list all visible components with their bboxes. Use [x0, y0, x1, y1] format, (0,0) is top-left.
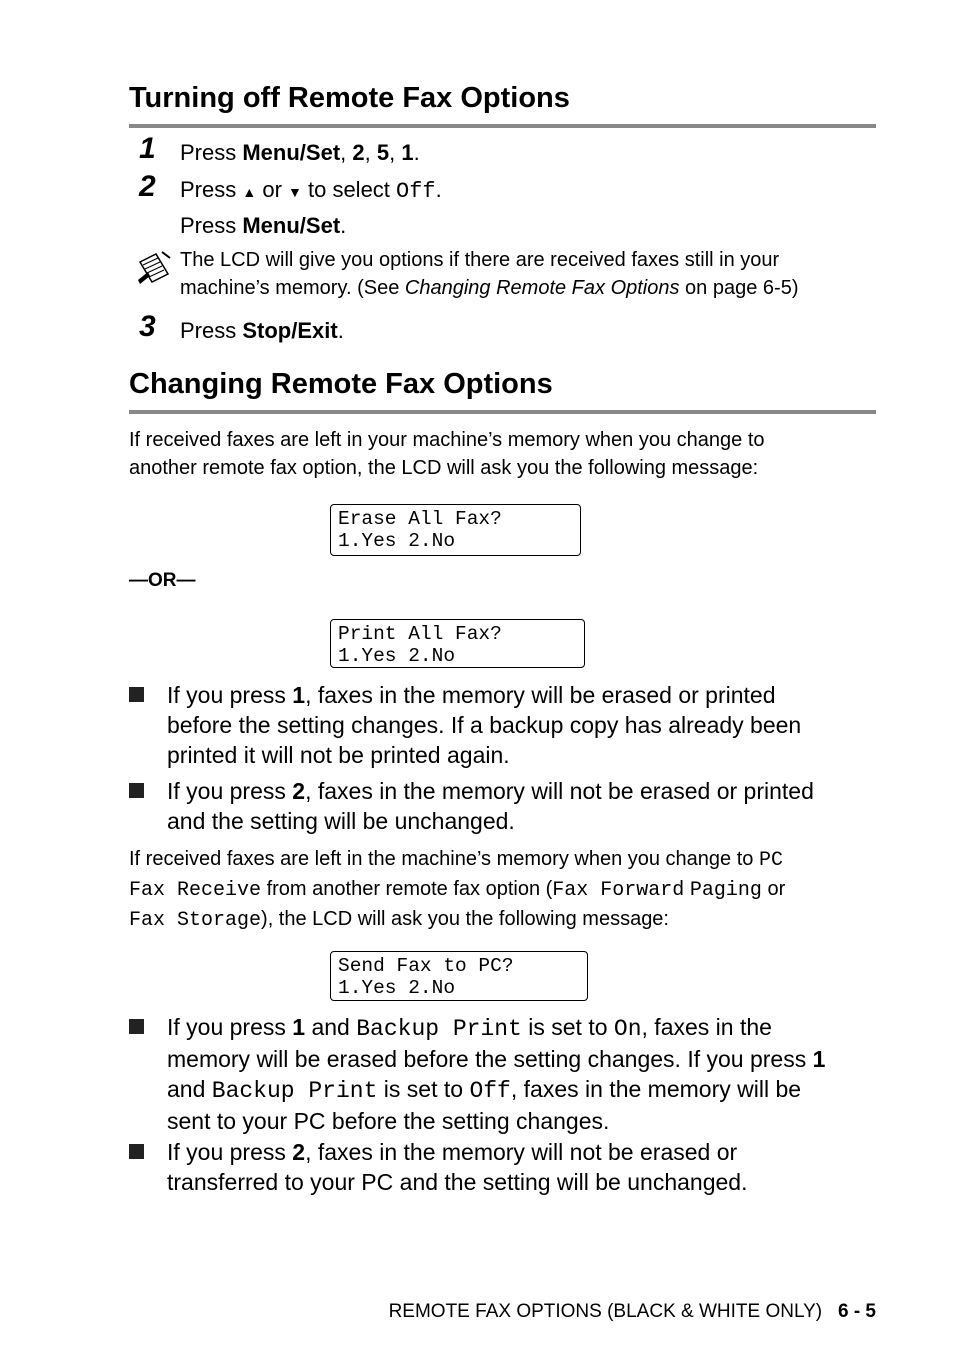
step-number-1: 1: [139, 132, 156, 165]
pc-receive-paragraph: If received faxes are left in the machine’s memory when you change to PC Fax Receive from another remote fax option (Fax Forward Paging or Fax Storage), the LCD will ask you the following message:: [129, 848, 786, 932]
section-rule: [129, 410, 876, 414]
lcd-print-all-fax: Print All Fax? 1.Yes 2.No: [330, 619, 585, 668]
bullet-square-icon: [129, 1019, 144, 1034]
section-title-turning-off: Turning off Remote Fax Options: [129, 82, 570, 114]
bullet-square-icon: [129, 687, 144, 702]
bullet-square-icon: [129, 783, 144, 798]
up-arrow-icon: ▲: [242, 184, 257, 200]
section-title-changing: Changing Remote Fax Options: [129, 368, 553, 400]
step-number-3: 3: [139, 310, 156, 343]
step-number-2: 2: [139, 170, 156, 203]
section-rule: [129, 124, 876, 128]
footer-chapter: REMOTE FAX OPTIONS (BLACK & WHITE ONLY): [388, 1301, 823, 1322]
intro-paragraph: If received faxes are left in your machine’s memory when you change to another remote fax option, the LCD will ask you the following message:: [129, 429, 765, 479]
lcd-send-fax-to-pc: Send Fax to PC? 1.Yes 2.No: [330, 951, 588, 1001]
page-footer: [389, 1301, 876, 1323]
bullet-press-1: If you press 1, faxes in the memory will be erased or printed before the setting changes. If a backup copy has already been printed it will not be printed again.: [167, 682, 802, 768]
note-pencil-icon: [134, 250, 174, 288]
down-arrow-icon: ▼: [288, 184, 302, 200]
bullet-press-1-backup: If you press 1 and Backup Print is set to On, faxes in the memory will be erased before the setting changes. If you press 1 and Backup Print is set to Off, faxes in the memory will be sent to your PC before the setting changes.: [167, 1014, 826, 1134]
bullet-press-2: If you press 2, faxes in the memory will not be erased or printed and the setting will be unchanged.: [167, 778, 814, 834]
bullet-press-2-transfer: If you press 2, faxes in the memory will not be erased or transferred to your PC and the setting will be unchanged.: [167, 1139, 748, 1195]
or-separator: —OR—: [129, 570, 196, 591]
step-1-text: Press Menu/Set, 2, 5, 1.: [180, 140, 420, 165]
footer-page-number: 6 - 5: [837, 1301, 876, 1322]
step-3-text: Press Stop/Exit.: [180, 318, 344, 343]
step-2-text-line2: Press Menu/Set.: [180, 213, 347, 238]
lcd-erase-all-fax: Erase All Fax? 1.Yes 2.No: [330, 504, 581, 556]
note-text: The LCD will give you options if there are received faxes still in your machine’s memory. (See Changing Remote Fax Options on page 6-5): [180, 249, 799, 299]
bullet-square-icon: [129, 1144, 144, 1159]
step-2-text: Press ▲ or ▼ to select Off.: [180, 177, 442, 204]
